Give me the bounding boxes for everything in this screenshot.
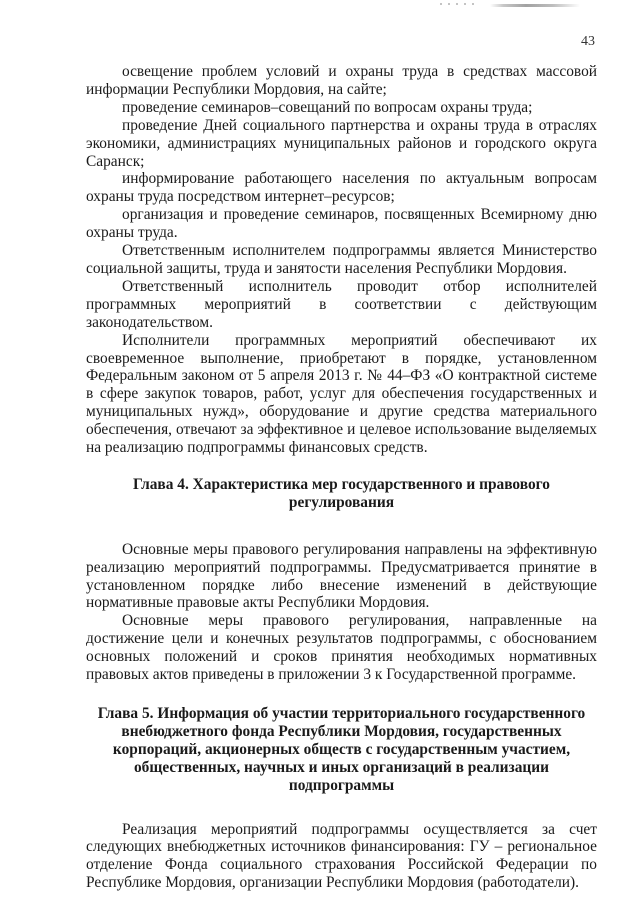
paragraph: Реализация мероприятий подпрограммы осуществляется за счет следующих внебюджетных источников финансирования: ГУ – региональное отделение Фонда социального страхования Российской Федерации по Республике Мордовия, организации Республики Мордовия (работодатели). bbox=[86, 820, 597, 892]
paragraph: проведение семинаров–совещаний по вопросам охраны труда; bbox=[122, 98, 533, 116]
document-body bbox=[86, 63, 597, 892]
paragraph: Ответственным исполнителем подпрограммы является Министерство социальной защиты, труда и занятости населения Республики Мордовия. bbox=[86, 242, 597, 277]
paragraph: Основные меры правового регулирования, направленные на достижение цели и конечных результатов подпрограммы, с обоснованием основных положений и сроков принятия необходимых нормативных правовых актов приведены в приложении 3 к Государственной программе. bbox=[86, 612, 597, 684]
scan-artifact bbox=[490, 4, 580, 7]
page-number: 43 bbox=[581, 34, 595, 49]
paragraph: освещение проблем условий и охраны труда в средствах массовой информации Республики Мордовия, на сайте; bbox=[86, 63, 597, 98]
paragraph: Исполнители программных мероприятий обеспечивают их своевременное выполнение, приобретают в порядке, установленном Федеральным законом от 5 апреля 2013 г. № 44–ФЗ «О контрактной системе в сфере закупок товаров, работ, услуг для обеспечения государственных и муниципальных нужд», оборудование и другие средства материального обеспечения, отвечают за эффективное и целевое использование выделяемых на реализацию подпрограммы финансовых средств. bbox=[86, 331, 597, 457]
chapter-4-heading: Глава 4. Характеристика мер государственного и правового регулирования bbox=[133, 475, 550, 511]
scan-artifact bbox=[440, 3, 480, 5]
paragraph: Основные меры правового регулирования направлены на эффективную реализацию мероприятий подпрограммы. Предусматривается принятие в установленном порядке либо внесение изменений в действующие нормативные правовые акты Республики Мордовия. bbox=[86, 540, 597, 612]
chapter-5-heading: Глава 5. Информация об участии территориального государственного внебюджетного фонда Республики Мордовия, государственных корпораций, акционерных обществ с государственным участием, общественных, научных и иных организаций в реализации подпрограммы bbox=[97, 705, 586, 794]
paragraph: организация и проведение семинаров, посвященных Всемирному дню охраны труда. bbox=[86, 206, 597, 242]
paragraph: проведение Дней социального партнерства и охраны труда в отраслях экономики, администрациях муниципальных районов и городского округа Саранск; bbox=[86, 116, 597, 170]
paragraph: Ответственный исполнитель проводит отбор исполнителей программных мероприятий в соответствии с действующим законодательством. bbox=[86, 277, 597, 331]
paragraph: информирование работающего населения по актуальным вопросам охраны труда посредством интернет–ресурсов; bbox=[86, 170, 597, 206]
